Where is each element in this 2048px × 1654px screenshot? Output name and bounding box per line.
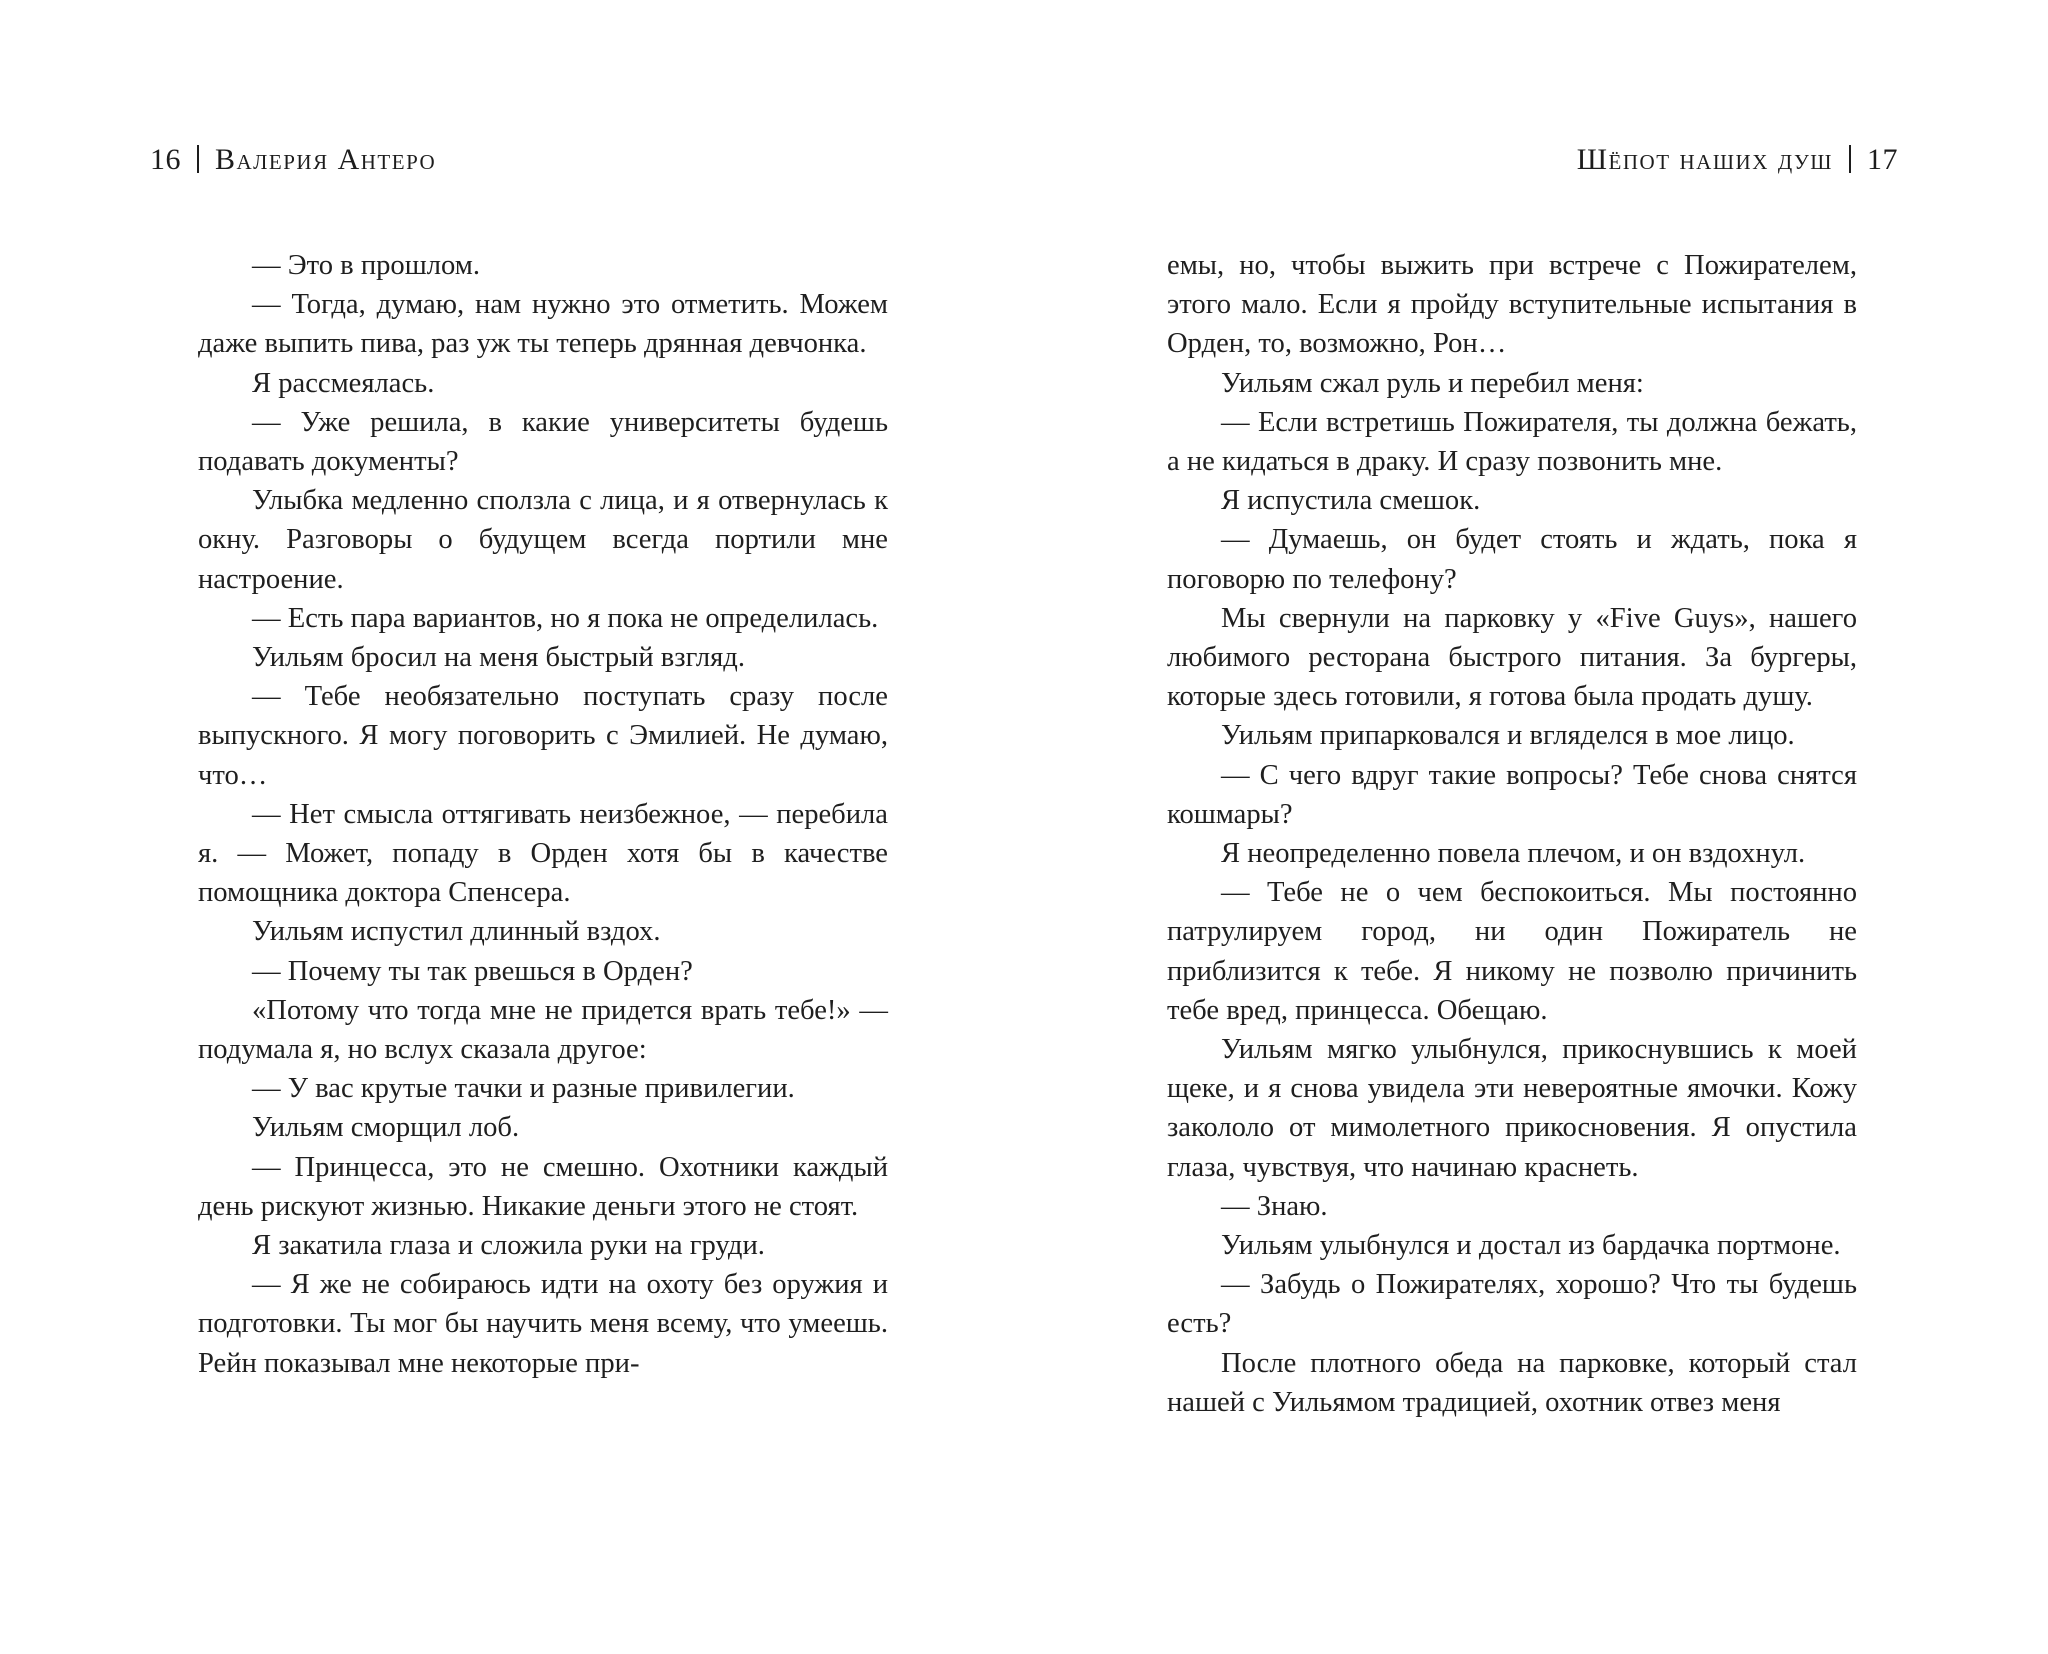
paragraph: — Есть пара вариантов, но я пока не определилась. xyxy=(252,602,879,634)
paragraph: — Тогда, думаю, нам нужно это отметить. Можем даже выпить пива, раз уж ты теперь дрянная девчонка. xyxy=(198,289,888,360)
paragraph: Я испустила смешок. xyxy=(1221,485,1481,517)
right-page-header xyxy=(1577,140,1898,180)
right-running-title: Шёпот наших душ xyxy=(1576,143,1833,176)
left-page-number: 16 xyxy=(150,143,181,176)
paragraph: — У вас крутые тачки и разные привилегии. xyxy=(252,1073,795,1105)
paragraph: — Почему ты так рвешься в Орден? xyxy=(252,955,693,987)
paragraph: «Потому что тогда мне не придется врать тебе!» — подумала я, но вслух сказала другое: xyxy=(198,994,888,1066)
paragraph: После плотного обеда на парковке, который стал нашей с Уильямом традицией, охотник отвез меня xyxy=(1167,1347,1857,1418)
left-page-header xyxy=(150,140,436,180)
header-separator xyxy=(197,145,199,173)
paragraph: Я закатила глаза и сложила руки на груди. xyxy=(252,1230,765,1262)
paragraph: Уильям сморщил лоб. xyxy=(252,1112,520,1144)
paragraph: Уильям сжал руль и перебил меня: xyxy=(1221,367,1644,399)
paragraph: Я рассмеялась. xyxy=(252,367,435,399)
paragraph: — Я же не собираюсь идти на охоту без оружия и подготовки. Ты мог бы научить меня всему, что умеешь. Рейн показывал мне некоторые при- xyxy=(198,1269,888,1379)
paragraph: Улыбка медленно сползла с лица, и я отвернулась к окну. Разговоры о будущем всегда портили мне настроение. xyxy=(198,485,888,595)
paragraph: — Думаешь, он будет стоять и ждать, пока я поговорю по телефону? xyxy=(1167,524,1857,595)
paragraph: — Это в прошлом. xyxy=(252,250,481,281)
paragraph: — Если встретишь Пожирателя, ты должна бежать, а не кидаться в драку. И сразу позвонить мне. xyxy=(1167,406,1857,478)
paragraph: Уильям припарковался и вгляделся в мое лицо. xyxy=(1221,720,1795,752)
paragraph: Уильям испустил длинный вздох. xyxy=(252,916,661,948)
header-separator xyxy=(1849,145,1851,173)
paragraph: — Тебе не о чем беспокоиться. Мы постоянно патрулируем город, ни один Пожиратель не приблизится к тебе. Я никому не позволю причинить тебе вред, принцесса. Обещаю. xyxy=(1167,877,1857,1026)
paragraph: — Забудь о Пожирателях, хорошо? Что ты будешь есть? xyxy=(1167,1269,1857,1340)
right-page-body xyxy=(1167,246,1857,1422)
paragraph: Уильям улыбнулся и достал из бардачка портмоне. xyxy=(1221,1230,1841,1262)
paragraph: Мы свернули на парковку у «Five Guys», нашего любимого ресторана быстрого питания. За бургеры, которые здесь готовили, я готова была продать душу. xyxy=(1167,602,1857,713)
paragraph: — Принцесса, это не смешно. Охотники каждый день рискуют жизнью. Никакие деньги этого не стоят. xyxy=(198,1151,888,1222)
left-page-body xyxy=(198,246,888,1383)
continued-paragraph: емы, но, чтобы выжить при встрече с Пожирателем, этого мало. Если я пройду вступительные испытания в Орден, то, возможно, Рон… xyxy=(1167,250,1857,360)
paragraph: Уильям мягко улыбнулся, прикоснувшись к моей щеке, и я снова увидела эти невероятные ямочки. Кожу закололо от мимолетного прикосновения. Я опустила глаза, чувствуя, что начинаю краснеть. xyxy=(1167,1034,1857,1183)
left-running-title: Валерия Антеро xyxy=(215,143,437,176)
paragraph: — Знаю. xyxy=(1221,1190,1328,1222)
paragraph: — Тебе необязательно поступать сразу после выпускного. Я могу поговорить с Эмилией. Не думаю, что… xyxy=(198,681,888,791)
paragraph: — Уже решила, в какие университеты будешь подавать документы? xyxy=(198,406,888,478)
paragraph: — Нет смысла оттягивать неизбежное, — перебила я. — Может, попаду в Орден хотя бы в качестве помощника доктора Спенсера. xyxy=(198,798,888,909)
paragraph: Я неопределенно повела плечом, и он вздохнул. xyxy=(1221,838,1806,870)
paragraph: Уильям бросил на меня быстрый взгляд. xyxy=(252,642,745,674)
right-page-number: 17 xyxy=(1867,143,1898,176)
paragraph: — С чего вдруг такие вопросы? Тебе снова снятся кошмары? xyxy=(1167,759,1857,830)
